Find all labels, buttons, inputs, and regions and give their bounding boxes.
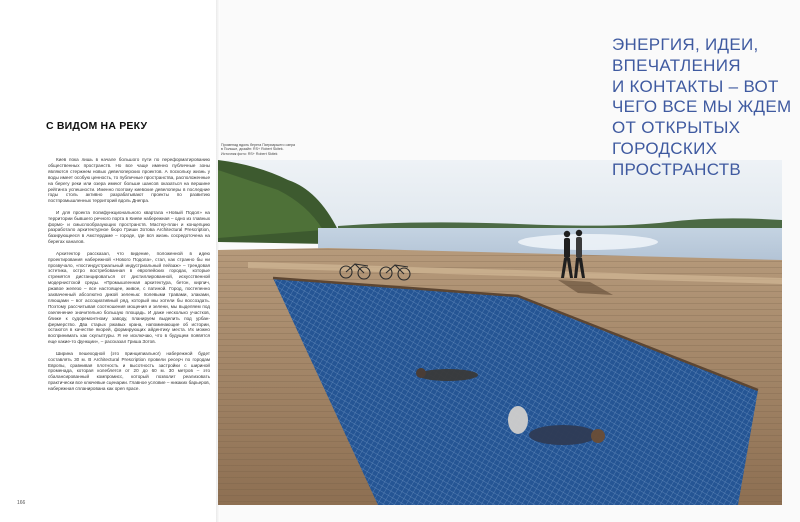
photo-caption: [221, 143, 316, 156]
pull-quote-line: ЧЕГО ВСЕ МЫ ЖДЕМ: [612, 97, 792, 117]
caption-line: Источник фото: RS+ Robert Skitek: [221, 151, 278, 156]
pull-quote-line: И КОНТАКТЫ – ВОТ: [612, 76, 779, 96]
pull-quote-line: ВПЕЧАТЛЕНИЯ: [612, 55, 741, 75]
pull-quote-line: ПРОСТРАНСТВ: [612, 159, 742, 179]
pull-quote: [612, 35, 792, 181]
sun-glare: [518, 234, 658, 250]
caption-line: в Польше, дизайн: RS+ Robert Skitek.: [221, 147, 284, 152]
pull-quote-line: ЭНЕРГИЯ, ИДЕИ,: [612, 35, 759, 54]
article-body: [48, 157, 210, 398]
caption-line: Променад вдоль берега Патриаршего озера: [221, 143, 296, 147]
page-number: 166: [17, 500, 26, 506]
paragraph: Архитектор рассказал, что видение, положенной в идею проектирования набережной «Нового Подола», стал, как странно бы ни прозвучало, «постиндустриальный индустриальный пейзаж» – трендовая эстетика, остро востребованная в европейских городах, которые стремятся дистанцироваться от дистиллированной, искусственной модернистской среды. «Промышленная архитектура, бетон, кирпич, ржавое железо – все настоящее, живое, с патиной. Город, постепенно захваченный абсолютно дикой зеленью: полевыми травами, злаками, плющами – вот ассоциативный ряд, который мы хотели бы воссоздать. Поэтому рассчитывая соотношения мощения и зелени, мы выделяем под озеленение значительно большую площадь. И даже несколько участков, ближе к судоремонтному заводу, планируем выделить под урбан-фермерство. Два старых ржавых крана, напоминающие об истории, остаются в качестве якорей, формирующих айдентику места. Их можно воспринимать как скульптуры. Я не исключаю, что в будущем появятся еще какие-то функции», – рассказал Гриша Зотов.: [48, 250, 210, 345]
promenade-photo: [218, 160, 782, 505]
pull-quote-line: ОТ ОТКРЫТЫХ: [612, 118, 741, 138]
section-title: С ВИДОМ НА РЕКУ: [46, 120, 148, 132]
paragraph: Ширина пешеходной (это принципиально!) набережной будет составлять 30 м. В Architectural Prescription провели ресерч по городам Европы, сравнивая плотность и высотность застройки с шириной променада, которая колеблется от 20 до 60 м. 30 метров – это сбалансированный компромисс, который позволит реализовать практически все ключевые сценарии. Главное условие – никаких барьеров, набережная спланирована как open space.: [48, 350, 210, 392]
paragraph: Киев пока лишь в начале большого пути по переформатированию общественных пространств. Но все чаще именно публичные зоны являются стержнем новых девелоперских проектов. А поскольку жизнь у воды имеет особую ценность, то публичные пространства, расположенные на берегу реки или озера имеют больше шансов оказаться на вершине рейтинга успешности. Именно поэтому киевские девелоперы в последние годы столь активно разрабатывают проекты по развитию постпромышленных территорий вдоль Днепра.: [48, 157, 210, 204]
pull-quote-line: ГОРОДСКИХ: [612, 138, 718, 158]
paragraph: И для проекта полифункционального квартала «Новый Подол» на территории бывшего речного порта в Киеве набережная – одно из главных формо- и смыслообразующих пространств. Мастер-план и концепцию разработало архитектурное бюро Гриши Зотова Architectural Prescription, базирующееся в Амстердаме – городе, где вся жизнь сосредоточена на берегах каналов.: [48, 209, 210, 245]
